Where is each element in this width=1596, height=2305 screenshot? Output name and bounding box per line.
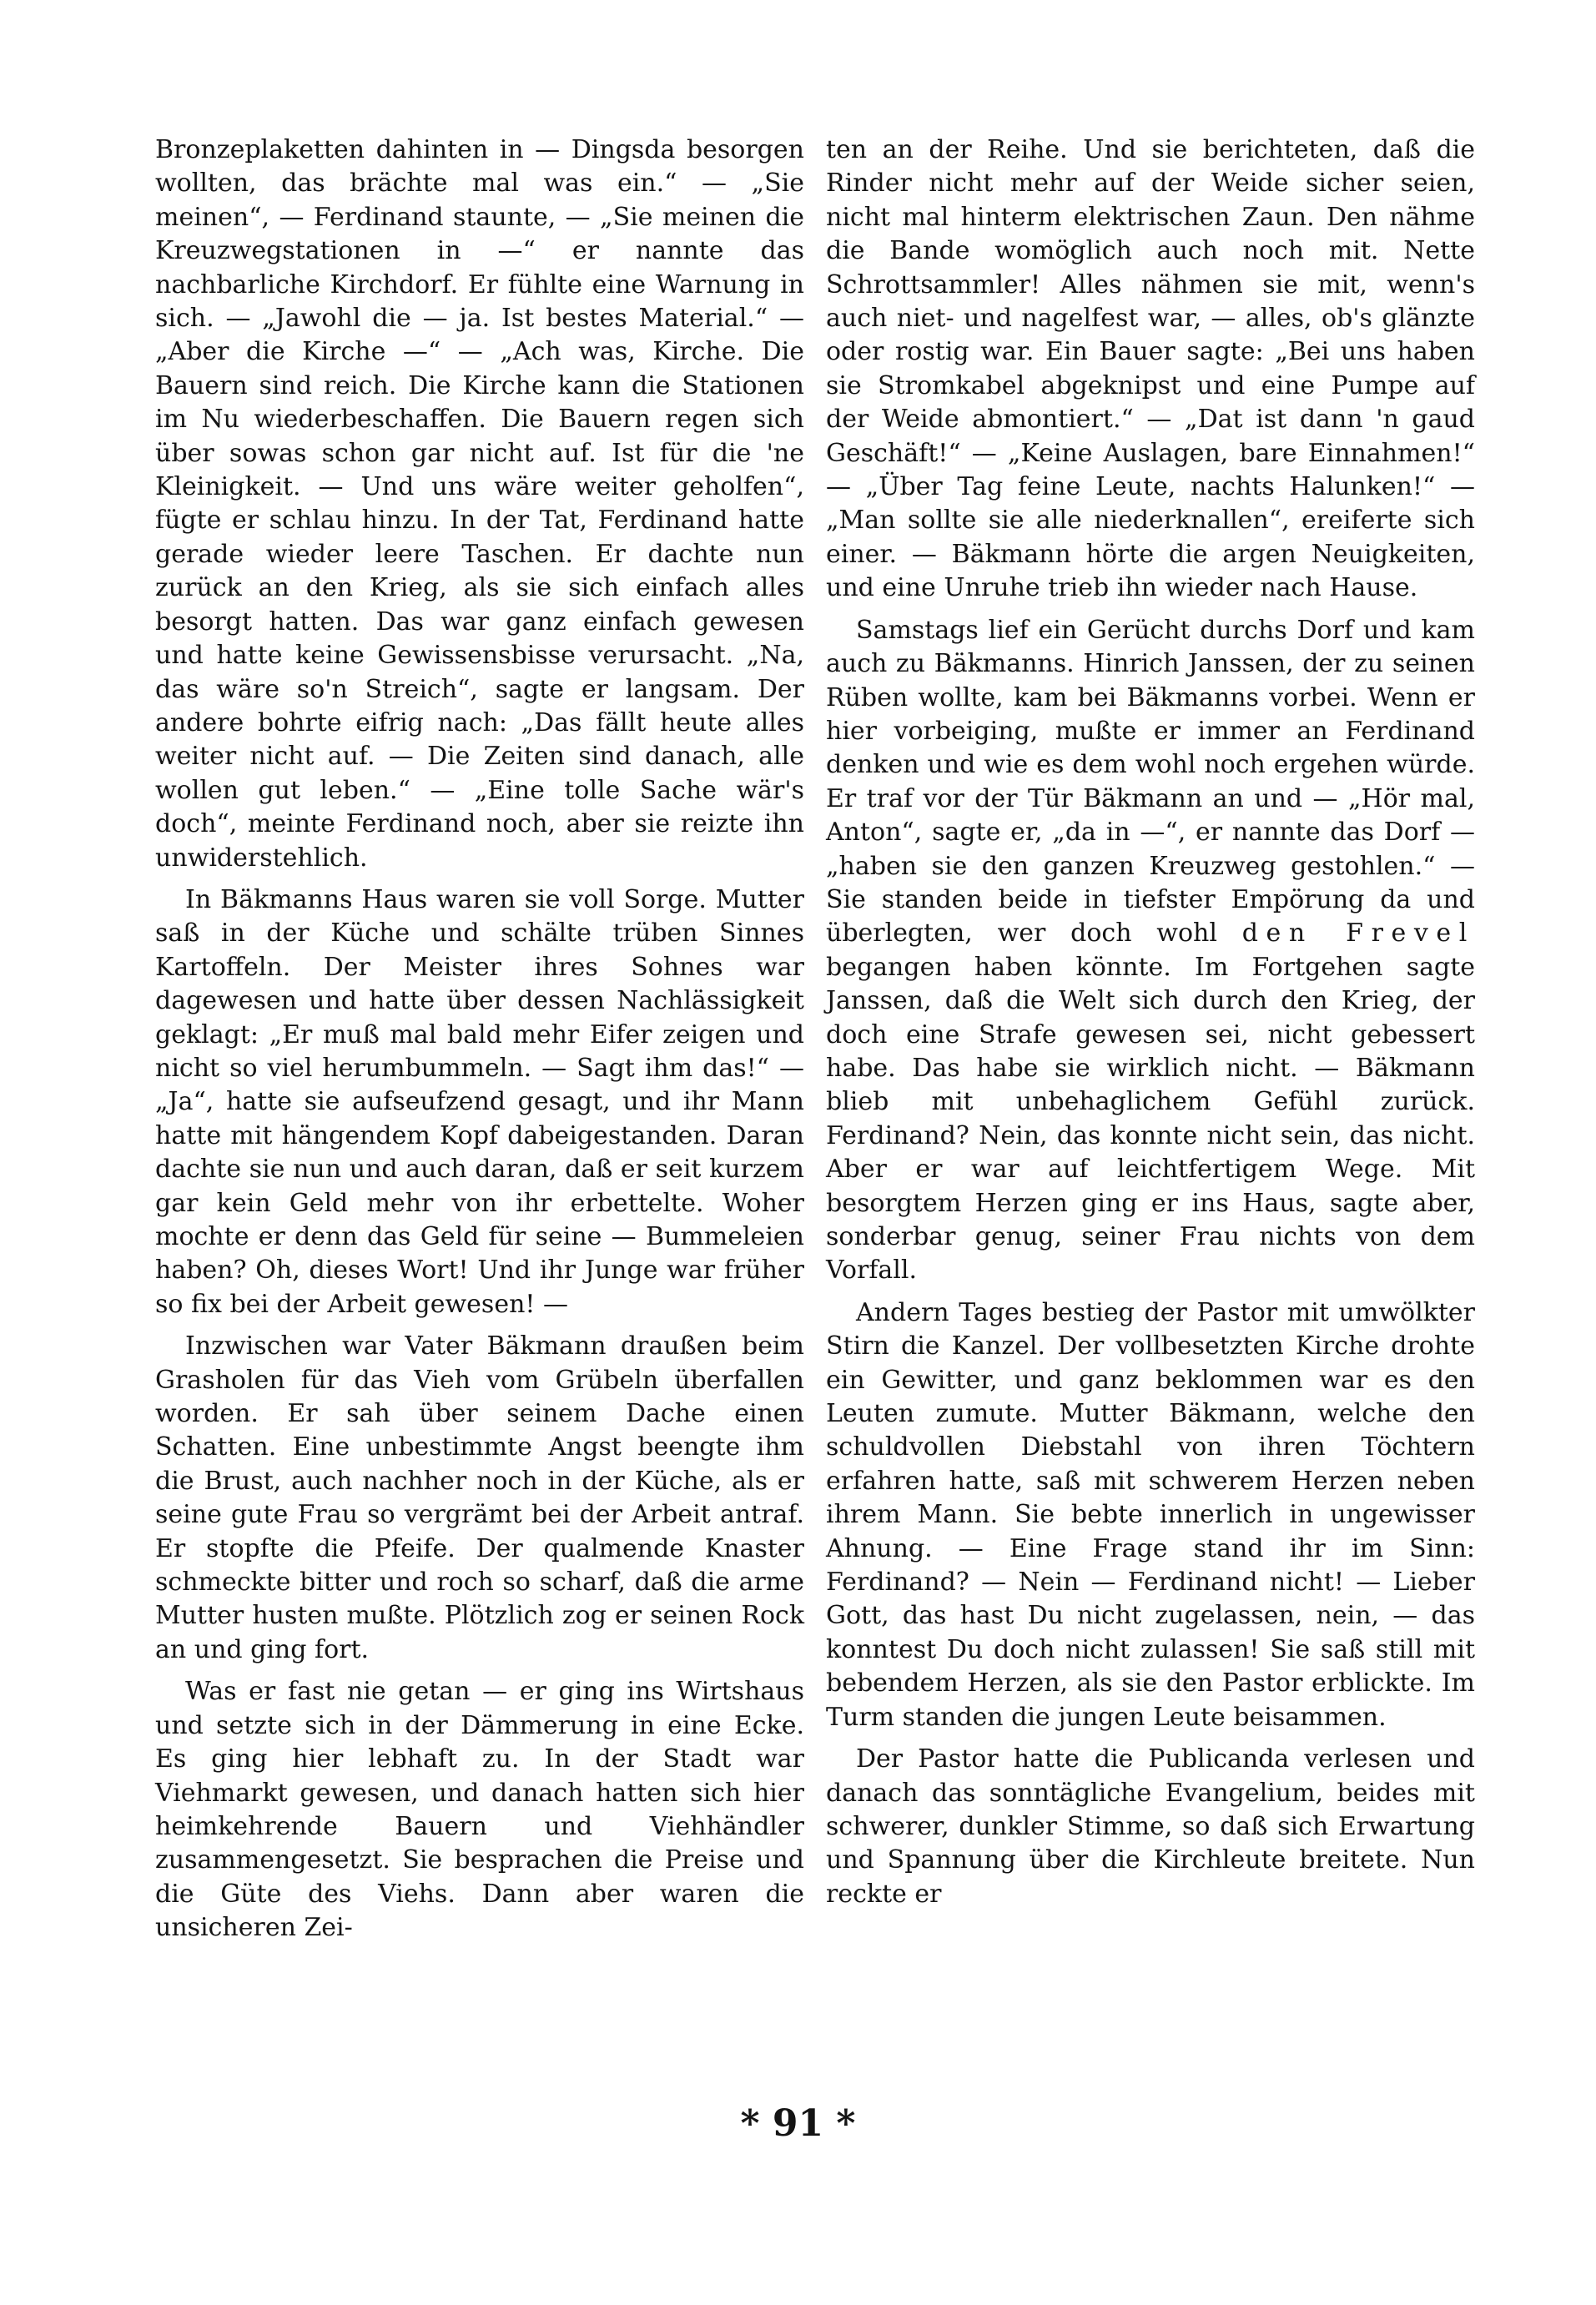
text-column-right — [826, 133, 1475, 1920]
emphasized-text: den Frevel — [1241, 918, 1475, 949]
text-column-left — [155, 133, 804, 1954]
paragraph: Bronzeplaketten dahinten in — Dingsda besorgen wollten, das brächte mal was ein.“ — „Sie meinen“, — Ferdinand staunte, — „Sie meinen die Kreuzwegstationen in —“ er nannte das nachbarliche Kirchdorf. Er fühlte eine Warnung in sich. — „Jawohl die — ja. Ist bestes Material.“ — „Aber die Kirche —“ — „Ach was, Kirche. Die Bauern sind reich. Die Kirche kann die Stationen im Nu wiederbeschaffen. Die Bauern regen sich über sowas schon gar nicht auf. Ist für die 'ne Kleinigkeit. — Und uns wäre weiter geholfen“, fügte er schlau hinzu. In der Tat, Ferdinand hatte gerade wieder leere Taschen. Er dachte nun zurück an den Krieg, als sie sich einfach alles besorgt hatten. Das war ganz einfach gewesen und hatte keine Gewissensbisse verursacht. „Na, das wäre so'n Streich“, sagte er langsam. Der andere bohrte eifrig nach: „Das fällt heute alles weiter nicht auf. — Die Zeiten sind danach, alle wollen gut leben.“ — „Eine tolle Sache wär's doch“, meinte Ferdinand noch, aber sie reizte ihn unwiderstehlich. — [155, 135, 804, 873]
paragraph: ten an der Reihe. Und sie berichteten, daß die Rinder nicht mehr auf der Weide sicher seien, nicht mal hinterm elektrischen Zaun. Den nähme die Bande womöglich auch noch mit. Nette Schrottsammler! Alles nähmen sie mit, wenn's auch niet- und nagelfest war, — alles, ob's glänzte oder rostig war. Ein Bauer sagte: „Bei uns haben sie Stromkabel abgeknipst und eine Pumpe auf der Weide abmontiert.“ — „Dat ist dann 'n gaud Geschäft!“ — „Keine Auslagen, bare Einnahmen!“ — „Über Tag feine Leute, nachts Halunken!“ — „Man sollte sie alle niederknallen“, ereiferte sich einer. — Bäkmann hörte die argen Neuigkeiten, und eine Unruhe trieb ihn wieder nach Hause. — [826, 135, 1475, 603]
paragraph: Was er fast nie getan — er ging ins Wirtshaus und setzte sich in der Dämmerung in eine Ecke. Es ging hier lebhaft zu. In der Stadt war Viehmarkt gewesen, und danach hatten sich hier heimkehrende Bauern und Viehhändler zusammengesetzt. Sie besprachen die Preise und die Güte des Viehs. Dann aber waren die unsicheren Zei- — [155, 1677, 804, 1943]
paragraph: In Bäkmanns Haus waren sie voll Sorge. Mutter saß in der Küche und schälte trüben Sinnes Kartoffeln. Der Meister ihres Sohnes war dagewesen und hatte über dessen Nachlässigkeit geklagt: „Er muß mal bald mehr Eifer zeigen und nicht so viel herumbummeln. — Sagt ihm das!“ — „Ja“, hatte sie aufseufzend gesagt, und ihr Mann hatte mit hängendem Kopf dabeigestanden. Daran dachte sie nun und auch daran, daß er seit kurzem gar kein Geld mehr von ihr erbettelte. Woher mochte er denn das Geld für seine — Bummeleien haben? Oh, dieses Wort! Und ihr Junge war früher so fix bei der Arbeit gewesen! — — [155, 884, 804, 1319]
paragraph: Der Pastor hatte die Publicanda verlesen und danach das sonntägliche Evangelium, beides mit schwerer, dunkler Stimme, so daß sich Erwartung und Spannung über die Kirchleute breitete. Nun reckte er — [826, 1744, 1475, 1909]
paragraph-text: Samstags lief ein Gerücht durchs Dorf und kam auch zu Bäkmanns. Hinrich Janssen, der zu seinen Rüben wollte, kam bei Bäkmanns vorbei. Wenn er hier vorbeiging, mußte er immer an Ferdinand denken und wie es dem wohl noch ergehen würde. Er traf vor der Tür Bäkmann an und — „Hör mal, Anton“, sagte er, „da in —“, er nannte das Dorf — „haben sie den ganzen Kreuzweg gestohlen.“ — Sie standen beide in tiefster Empörung da und überlegten, wer doch wohl — [826, 615, 1475, 949]
paragraph — [826, 614, 1475, 1288]
page-number: * 91 * — [740, 2102, 856, 2145]
paragraph-text: begangen haben könnte. Im Fortgehen sagte Janssen, daß die Welt sich durch den Krieg, der doch eine Strafe gewesen sei, nicht gebessert habe. Das habe sie wirklich nicht. — Bäkmann blieb mit unbehaglichem Gefühl zurück. Ferdinand? Nein, das konnte nicht sein, das nicht. Aber er war auf leichtfertigem Wege. Mit besorgtem Herzen ging er ins Haus, sagte aber, sonderbar genug, seiner Frau nichts von dem Vorfall. — [826, 952, 1475, 1286]
paragraph: Andern Tages bestieg der Pastor mit umwölkter Stirn die Kanzel. Der vollbesetzten Kirche drohte ein Gewitter, und ganz beklommen war es den Leuten zumute. Mutter Bäkmann, welche den schuldvollen Diebstahl von ihren Töchtern erfahren hatte, saß mit schwerem Herzen neben ihrem Mann. Sie bebte innerlich in ungewisser Ahnung. — Eine Frage stand ihr im Sinn: Ferdinand? — Nein — Ferdinand nicht! — Lieber Gott, das hast Du nicht zugelassen, nein, — das konntest Du doch nicht zulassen! Sie saß still mit bebendem Herzen, als sie den Pastor erblickte. Im Turm standen die jungen Leute beisammen. — [826, 1297, 1475, 1732]
paragraph: Inzwischen war Vater Bäkmann draußen beim Grasholen für das Vieh vom Grübeln überfallen worden. Er sah über seinem Dache einen Schatten. Eine unbestimmte Angst beengte ihm die Brust, auch nachher noch in der Küche, als er seine gute Frau so vergrämt bei der Arbeit antraf. Er stopfte die Pfeife. Der qualmende Knaster schmeckte bitter und roch so scharf, daß die arme Mutter husten mußte. Plötzlich zog er seinen Rock an und ging fort. — [155, 1331, 804, 1664]
